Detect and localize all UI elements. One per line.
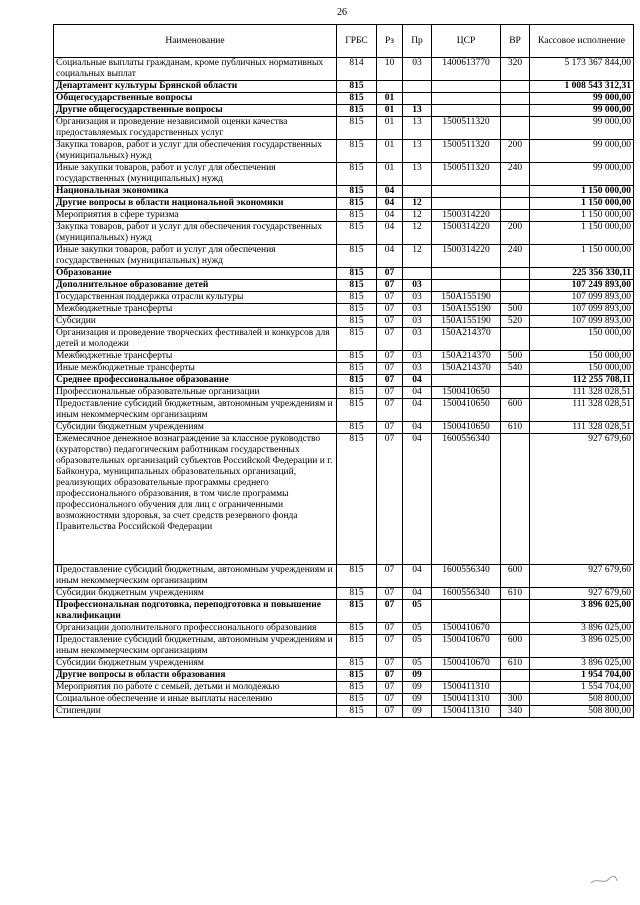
cell-vr [501,600,530,623]
cell-amount: 107 099 893,00 [530,292,634,304]
table-row [54,706,634,718]
cell-rz: 07 [377,422,403,434]
cell-rz: 07 [377,387,403,399]
cell-rz: 07 [377,316,403,328]
cell-grbs: 815 [337,117,377,140]
cell-rz: 07 [377,682,403,694]
table-row [54,280,634,292]
cell-pr: 05 [403,623,432,635]
cell-name: Среднее профессиональное образование [54,375,337,387]
cell-amount: 927 679,60 [530,588,634,600]
cell-amount: 3 896 025,00 [530,623,634,635]
cell-vr: 610 [501,422,530,434]
cell-pr: 05 [403,658,432,670]
cell-pr: 04 [403,565,432,588]
cell-name: Субсидии бюджетным учреждениям [54,588,337,600]
cell-csr: 150A155190 [432,292,501,304]
cell-name: Иные закупки товаров, работ и услуг для обеспечения государственных (муниципальных) нужд [54,245,337,268]
cell-name: Департамент культуры Брянской области [54,81,337,93]
cell-pr: 13 [403,163,432,186]
cell-vr: 200 [501,140,530,163]
cell-grbs: 815 [337,588,377,600]
cell-name: Предоставление субсидий бюджетным, автономным учреждениям и иным некоммерческим организациям [54,399,337,422]
header-amount: Кассовое исполнение [530,25,634,58]
cell-name: Другие общегосударственные вопросы [54,105,337,117]
cell-pr: 03 [403,316,432,328]
cell-pr [403,186,432,198]
cell-pr: 09 [403,706,432,718]
cell-amount: 508 800,00 [530,706,634,718]
cell-amount: 107 099 893,00 [530,304,634,316]
table-row [54,658,634,670]
table-row [54,682,634,694]
cell-vr [501,375,530,387]
cell-csr [432,198,501,210]
cell-amount: 150 000,00 [530,328,634,351]
cell-pr [403,81,432,93]
cell-rz: 07 [377,351,403,363]
cell-csr: 1600556340 [432,434,501,565]
table-row [54,670,634,682]
cell-grbs: 815 [337,706,377,718]
table-row [54,93,634,105]
cell-name: Организация и проведение независимой оценки качества предоставляемых государственных услуг [54,117,337,140]
cell-name: Социальные выплаты гражданам, кроме публичных нормативных социальных выплат [54,58,337,81]
cell-grbs: 815 [337,316,377,328]
table-row [54,105,634,117]
header-csr: ЦСР [432,25,501,58]
cell-grbs: 815 [337,363,377,375]
cell-grbs: 815 [337,658,377,670]
cell-pr: 04 [403,387,432,399]
cell-name: Профессиональные образовательные организации [54,387,337,399]
cell-csr: 1500410670 [432,623,501,635]
cell-csr: 1500410650 [432,399,501,422]
cell-name: Государственная поддержка отрасли культуры [54,292,337,304]
cell-csr: 1500511320 [432,163,501,186]
cell-grbs: 815 [337,351,377,363]
cell-pr: 03 [403,280,432,292]
cell-grbs: 815 [337,105,377,117]
cell-amount: 99 000,00 [530,140,634,163]
table-row [54,163,634,186]
table-row [54,304,634,316]
table-row [54,600,634,623]
cell-grbs: 815 [337,328,377,351]
cell-vr [501,93,530,105]
cell-name: Организация и проведение творческих фестивалей и конкурсов для детей и молодежи [54,328,337,351]
cell-rz: 04 [377,186,403,198]
cell-amount: 1 008 543 312,31 [530,81,634,93]
cell-csr: 150A214370 [432,363,501,375]
table-row [54,351,634,363]
cell-vr [501,117,530,140]
cell-grbs: 815 [337,280,377,292]
cell-csr: 1400613770 [432,58,501,81]
cell-pr: 04 [403,399,432,422]
cell-rz: 04 [377,210,403,222]
cell-rz: 07 [377,635,403,658]
cell-name: Субсидии бюджетным учреждениям [54,422,337,434]
cell-csr [432,600,501,623]
table-row [54,117,634,140]
header-grbs: ГРБС [337,25,377,58]
cell-csr [432,186,501,198]
table-row [54,210,634,222]
cell-vr: 520 [501,316,530,328]
cell-grbs: 814 [337,58,377,81]
cell-vr: 200 [501,222,530,245]
cell-csr [432,93,501,105]
cell-grbs: 815 [337,268,377,280]
cell-pr [403,268,432,280]
cell-csr: 1500511320 [432,117,501,140]
cell-rz: 07 [377,292,403,304]
table-row [54,434,634,565]
cell-amount: 1 954 704,00 [530,670,634,682]
cell-csr: 1500410650 [432,387,501,399]
cell-rz: 04 [377,222,403,245]
cell-grbs: 815 [337,682,377,694]
cell-rz: 07 [377,304,403,316]
cell-vr: 610 [501,658,530,670]
cell-name: Предоставление субсидий бюджетным, автономным учреждениям и иным некоммерческим организациям [54,635,337,658]
cell-vr [501,623,530,635]
cell-rz: 07 [377,328,403,351]
header-name: Наименование [54,25,337,58]
cell-pr: 03 [403,363,432,375]
cell-pr: 09 [403,670,432,682]
cell-rz: 07 [377,399,403,422]
cell-amount: 1 150 000,00 [530,186,634,198]
cell-amount: 150 000,00 [530,363,634,375]
cell-csr: 150A155190 [432,304,501,316]
cell-grbs: 815 [337,210,377,222]
cell-vr [501,81,530,93]
cell-csr: 1500411310 [432,706,501,718]
table-row [54,268,634,280]
cell-name: Иные межбюджетные трансферты [54,363,337,375]
header-vr: ВР [501,25,530,58]
cell-rz: 07 [377,658,403,670]
cell-csr: 150A214370 [432,351,501,363]
cell-rz: 01 [377,105,403,117]
cell-amount: 5 173 367 844,00 [530,58,634,81]
cell-amount: 1 554 704,00 [530,682,634,694]
cell-amount: 150 000,00 [530,351,634,363]
cell-vr [501,328,530,351]
table-row [54,387,634,399]
cell-pr: 12 [403,245,432,268]
cell-pr: 03 [403,351,432,363]
cell-csr [432,105,501,117]
cell-grbs: 815 [337,186,377,198]
cell-pr: 09 [403,694,432,706]
cell-csr: 1500411310 [432,694,501,706]
cell-pr: 03 [403,58,432,81]
cell-grbs: 815 [337,163,377,186]
cell-amount: 112 255 708,11 [530,375,634,387]
cell-amount: 3 896 025,00 [530,658,634,670]
table-row [54,292,634,304]
cell-csr: 1500511320 [432,140,501,163]
cell-name: Закупка товаров, работ и услуг для обеспечения государственных (муниципальных) нужд [54,140,337,163]
cell-pr: 05 [403,635,432,658]
table-row [54,565,634,588]
cell-csr [432,670,501,682]
cell-rz: 07 [377,565,403,588]
page-number: 26 [337,7,347,18]
cell-amount: 3 896 025,00 [530,635,634,658]
cell-amount: 927 679,60 [530,434,634,565]
cell-grbs: 815 [337,387,377,399]
cell-rz: 01 [377,140,403,163]
cell-csr: 1500411310 [432,682,501,694]
cell-csr: 1600556340 [432,588,501,600]
cell-pr: 05 [403,600,432,623]
cell-pr: 04 [403,434,432,565]
table-row [54,422,634,434]
cell-vr: 240 [501,245,530,268]
cell-vr [501,682,530,694]
cell-grbs: 815 [337,635,377,658]
cell-grbs: 815 [337,434,377,565]
cell-name: Предоставление субсидий бюджетным, автономным учреждениям и иным некоммерческим организациям [54,565,337,588]
table-row [54,363,634,375]
cell-grbs: 815 [337,623,377,635]
cell-name: Другие вопросы в области национальной экономики [54,198,337,210]
cell-name: Общегосударственные вопросы [54,93,337,105]
cell-amount: 1 150 000,00 [530,222,634,245]
cell-vr: 500 [501,304,530,316]
table-body [54,58,634,718]
cell-csr: 1500314220 [432,222,501,245]
cell-rz: 07 [377,588,403,600]
cell-rz: 01 [377,117,403,140]
cell-name: Мероприятия в сфере туризма [54,210,337,222]
cell-name: Межбюджетные трансферты [54,304,337,316]
cell-vr [501,105,530,117]
cell-grbs: 815 [337,222,377,245]
cell-csr: 1500314220 [432,210,501,222]
table-row [54,316,634,328]
cell-rz: 10 [377,58,403,81]
cell-amount: 99 000,00 [530,117,634,140]
cell-amount: 1 150 000,00 [530,245,634,268]
cell-rz: 07 [377,694,403,706]
cell-grbs: 815 [337,198,377,210]
cell-name: Организации дополнительного профессионального образования [54,623,337,635]
cell-vr [501,292,530,304]
cell-vr: 500 [501,351,530,363]
cell-vr: 600 [501,635,530,658]
cell-grbs: 815 [337,81,377,93]
table-row [54,588,634,600]
cell-rz [377,81,403,93]
table-header-row [54,25,634,58]
cell-vr: 340 [501,706,530,718]
cell-vr: 610 [501,588,530,600]
cell-csr: 1500410650 [432,422,501,434]
cell-name: Межбюджетные трансферты [54,351,337,363]
cell-name: Иные закупки товаров, работ и услуг для обеспечения государственных (муниципальных) нужд [54,163,337,186]
cell-amount: 225 356 330,11 [530,268,634,280]
cell-vr [501,434,530,565]
table-row [54,58,634,81]
cell-grbs: 815 [337,93,377,105]
cell-pr: 12 [403,210,432,222]
cell-rz: 07 [377,706,403,718]
cell-csr [432,81,501,93]
table-row [54,623,634,635]
budget-table [53,24,634,718]
cell-csr: 1500410670 [432,635,501,658]
cell-vr: 600 [501,399,530,422]
cell-pr: 03 [403,292,432,304]
cell-csr [432,268,501,280]
cell-name: Социальное обеспечение и иные выплаты населению [54,694,337,706]
cell-rz: 07 [377,623,403,635]
cell-pr: 04 [403,375,432,387]
cell-vr [501,387,530,399]
table-row [54,375,634,387]
cell-vr: 600 [501,565,530,588]
cell-amount: 1 150 000,00 [530,198,634,210]
cell-grbs: 815 [337,292,377,304]
cell-rz: 07 [377,363,403,375]
cell-name: Образование [54,268,337,280]
cell-grbs: 815 [337,140,377,163]
cell-pr: 13 [403,140,432,163]
cell-amount: 107 249 893,00 [530,280,634,292]
table-row [54,635,634,658]
cell-rz: 07 [377,600,403,623]
cell-grbs: 815 [337,245,377,268]
cell-name: Закупка товаров, работ и услуг для обеспечения государственных (муниципальных) нужд [54,222,337,245]
cell-rz: 01 [377,163,403,186]
cell-pr: 13 [403,105,432,117]
cell-grbs: 815 [337,694,377,706]
cell-name: Национальная экономика [54,186,337,198]
cell-vr: 300 [501,694,530,706]
cell-grbs: 815 [337,399,377,422]
cell-pr: 09 [403,682,432,694]
cell-name: Субсидии [54,316,337,328]
cell-csr [432,280,501,292]
cell-amount: 111 328 028,51 [530,387,634,399]
cell-vr [501,186,530,198]
header-rz: Рз [377,25,403,58]
cell-rz: 01 [377,93,403,105]
cell-amount: 111 328 028,51 [530,422,634,434]
cell-name: Дополнительное образование детей [54,280,337,292]
cell-grbs: 815 [337,670,377,682]
cell-amount: 111 328 028,51 [530,399,634,422]
cell-csr: 150A214370 [432,328,501,351]
cell-vr [501,268,530,280]
cell-csr [432,375,501,387]
table-row [54,245,634,268]
table-row [54,198,634,210]
cell-amount: 99 000,00 [530,163,634,186]
cell-amount: 508 800,00 [530,694,634,706]
cell-amount: 3 896 025,00 [530,600,634,623]
cell-rz: 07 [377,268,403,280]
cell-amount: 107 099 893,00 [530,316,634,328]
cell-amount: 927 679,60 [530,565,634,588]
cell-pr: 03 [403,328,432,351]
cell-grbs: 815 [337,565,377,588]
cell-rz: 04 [377,198,403,210]
cell-name: Мероприятия по работе с семьей, детьми и молодежью [54,682,337,694]
pencil-mark-icon [589,873,619,887]
cell-name: Субсидии бюджетным учреждениям [54,658,337,670]
cell-vr [501,198,530,210]
cell-csr: 1500410670 [432,658,501,670]
cell-amount: 1 150 000,00 [530,210,634,222]
cell-vr: 540 [501,363,530,375]
cell-amount: 99 000,00 [530,105,634,117]
cell-rz: 07 [377,434,403,565]
cell-pr: 13 [403,117,432,140]
cell-vr [501,670,530,682]
cell-csr: 1600556340 [432,565,501,588]
table-row [54,186,634,198]
cell-grbs: 815 [337,304,377,316]
cell-name: Ежемесячное денежное вознаграждение за классное руководство (кураторство) педагогическим работникам государственных образовательных организаций субъектов Российской Федерации и г. Байконура, муниципальных образовательных организаций, реализующих образовательные программы среднего профессионального образования, в том числе программы профессионального обучения для лиц с ограниченными возможностями здоровья, за счет средств резервного фонда Правительства Российской Федерации [54,434,337,565]
cell-csr: 150A155190 [432,316,501,328]
cell-pr: 04 [403,422,432,434]
cell-csr: 1500314220 [432,245,501,268]
cell-name: Стипендии [54,706,337,718]
cell-vr [501,280,530,292]
table-row [54,328,634,351]
cell-vr: 240 [501,163,530,186]
cell-rz: 07 [377,375,403,387]
cell-grbs: 815 [337,422,377,434]
cell-pr: 03 [403,304,432,316]
cell-pr: 04 [403,588,432,600]
table-row [54,399,634,422]
cell-name: Профессиональная подготовка, переподготовка и повышение квалификации [54,600,337,623]
table-row [54,222,634,245]
table-row [54,694,634,706]
cell-name: Другие вопросы в области образования [54,670,337,682]
cell-rz: 07 [377,280,403,292]
header-pr: Пр [403,25,432,58]
cell-vr [501,210,530,222]
cell-pr: 12 [403,198,432,210]
cell-vr: 320 [501,58,530,81]
table-row [54,81,634,93]
table-row [54,140,634,163]
cell-rz: 04 [377,245,403,268]
cell-pr [403,93,432,105]
cell-rz: 07 [377,670,403,682]
cell-pr: 12 [403,222,432,245]
cell-grbs: 815 [337,600,377,623]
cell-grbs: 815 [337,375,377,387]
cell-amount: 99 000,00 [530,93,634,105]
